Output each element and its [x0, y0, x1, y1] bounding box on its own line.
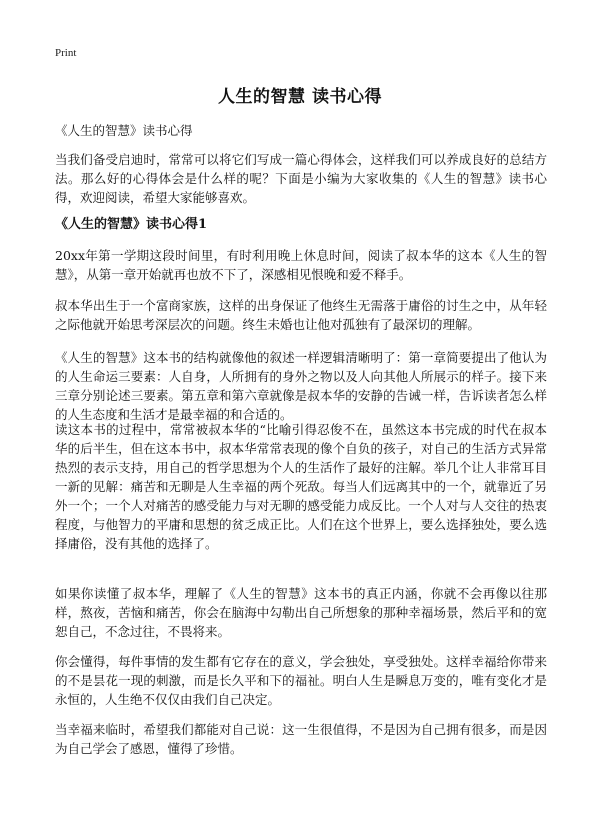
body-paragraph-4: 读这本书的过程中，常常被叔本华的“比喻引得忍俊不在，虽然这本书完成的时代在叔本华的后半生，但在这本书中，叔本华常常表现的像个自负的孩子，对自己的生活方式异常热烈的表示支持，用自己的哲学思想为个人的生活作了最好的注解。举几个让人非常耳目一新的见解：痛苦和无聊是人生幸福的两个死敌。每当人们远离其中的一个，就靠近了另外一个；一个人对痛苦的感受能力与对无聊的感受能力成反比。一个人对与人交往的热衷程度，与他智力的平庸和思想的贫乏成正比。人们在这个世界上，要么选择独处，要么选择庸俗，没有其他的选择了。: [55, 422, 547, 551]
body-paragraph-6: 你会懂得，每件事情的发生都有它存在的意义，学会独处，享受独处。这样幸福给你带来的不是昙花一现的刺激，而是长久平和下的福祉。明白人生是瞬息万变的，唯有变化才是永恒的，人生绝不仅仅由我们自己决定。: [55, 654, 547, 707]
body-paragraph-3: 《人生的智慧》这本书的结构就像他的叙述一样逻辑清晰明了：第一章简要提出了他认为的人生命运三要素：人自身，人所拥有的身外之物以及人向其他人所展示的样子。接下来三章分别论述三要素。第五章和第六章就像是叔本华的安静的告诫一样，告诉读者怎么样的人生态度和生活才是最幸福的和合适的。: [55, 350, 547, 422]
print-label: Print: [55, 47, 77, 59]
document-subtitle: 《人生的智慧》读书心得: [55, 123, 193, 138]
body-paragraph-5: 如果你读懂了叔本华，理解了《人生的智慧》这本书的真正内涵，你就不会再像以往那样，熬夜，苦恼和痛苦，你会在脑海中勾勒出自己所想象的那种幸福场景，然后平和的宽恕自己，不念过往，不畏将来。: [55, 586, 547, 639]
body-paragraph-2: 叔本华出生于一个富商家族，这样的出身保证了他终生无需落于庸俗的讨生之中，从年轻之际他就开始思考深层次的问题。终生未婚也让他对孤独有了最深切的理解。: [55, 298, 547, 332]
page-title: 人生的智慧 读书心得: [218, 87, 382, 107]
section-heading: 《人生的智慧》读书心得1: [55, 217, 208, 232]
body-paragraph-1: 20xx年第一学期这段时间里，有时利用晚上休息时间，阅读了叔本华的这本《人生的智慧》，从第一章开始就再也放不下了，深感相见恨晚和爱不释手。: [55, 248, 547, 282]
body-paragraph-7: 当幸福来临时，希望我们都能对自己说：这一生很值得，不是因为自己拥有很多，而是因为自己学会了感恩，懂得了珍惜。: [55, 722, 547, 756]
intro-paragraph: 当我们备受启迪时，常常可以将它们写成一篇心得体会，这样我们可以养成良好的总结方法。那么好的心得体会是什么样的呢？下面是小编为大家收集的《人生的智慧》读书心得，欢迎阅读，希望大家能够喜欢。: [55, 152, 547, 205]
